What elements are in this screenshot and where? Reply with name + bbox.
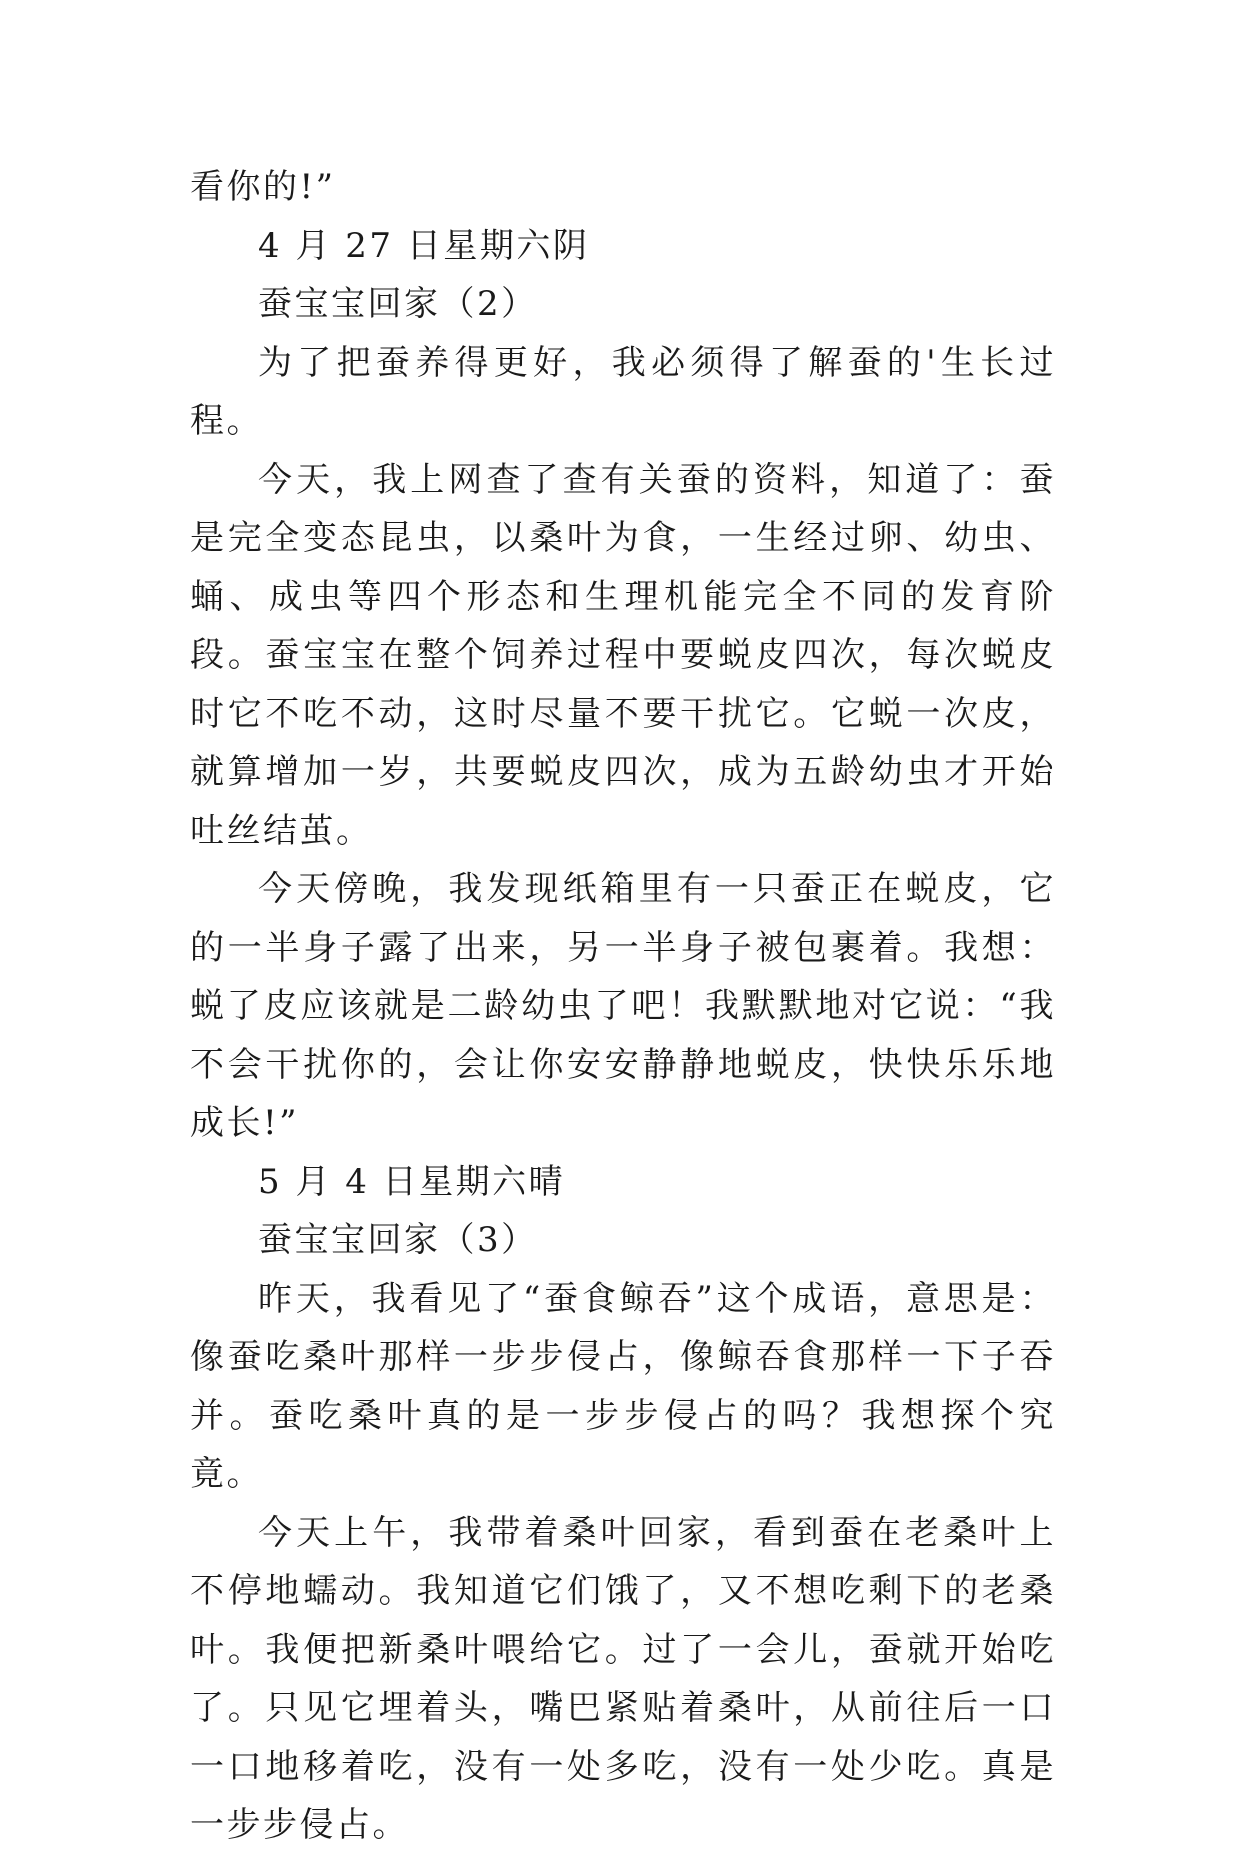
- paragraph-continuation: 看你的!”: [190, 167, 336, 207]
- document-body: [190, 158, 1056, 1855]
- diary-date-heading: 4 月 27 日星期六阴: [258, 225, 590, 266]
- paragraph: 今天上午，我带着桑叶回家，看到蚕在老桑叶上不停地蠕动。我知道它们饿了，又不想吃剩下的老桑叶。我便把新桑叶喂给它。过了一会儿，蚕就开始吃了。只见它埋着头，嘴巴紧贴着桑叶，从前往后一口一口地移着吃，没有一处多吃，没有一处少吃。真是一步步侵占。: [190, 1512, 1056, 1845]
- paragraph: 今天，我上网查了查有关蚕的资料，知道了：蚕是完全变态昆虫，以桑叶为食，一生经过卵、幼虫、蛹、成虫等四个形态和生理机能完全不同的发育阶段。蚕宝宝在整个饲养过程中要蜕皮四次，每次蜕皮时它不吃不动，这时尽量不要干扰它。它蜕一次皮，就算增加一岁，共要蜕皮四次，成为五龄幼虫才开始吐丝结茧。: [190, 459, 1056, 851]
- diary-date-heading: 5 月 4 日星期六晴: [258, 1161, 566, 1202]
- diary-entry-title: 蚕宝宝回家（3）: [258, 1220, 538, 1260]
- paragraph: 今天傍晚，我发现纸箱里有一只蚕正在蜕皮，它的一半身子露了出来，另一半身子被包裹着。我想：蜕了皮应该就是二龄幼虫了吧！我默默地对它说：“我不会干扰你的，会让你安安静静地蜕皮，快快乐乐地成长!”: [190, 869, 1056, 1143]
- diary-entry-title: 蚕宝宝回家（2）: [258, 284, 538, 324]
- paragraph: 为了把蚕养得更好，我必须得了解蚕的'生长过程。: [190, 342, 1056, 441]
- paragraph: 昨天，我看见了“蚕食鲸吞”这个成语，意思是：像蚕吃桑叶那样一步步侵占，像鲸吞食那样一下子吞并。蚕吃桑叶真的是一步步侵占的吗？我想探个究竟。: [190, 1278, 1056, 1494]
